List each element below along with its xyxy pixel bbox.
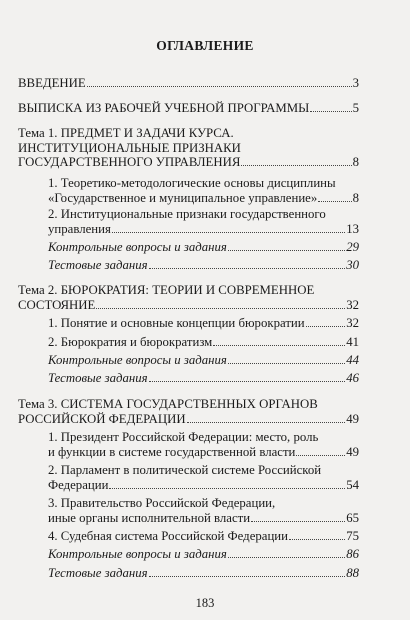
toc-entry-3-3[interactable] (48, 496, 359, 525)
toc-entry-text (48, 316, 359, 331)
toc-line: Тестовые задания (48, 371, 148, 385)
toc-entry-text (48, 430, 359, 459)
toc-line: Контрольные вопросы и задания (48, 547, 227, 561)
toc-entry-text (48, 335, 359, 350)
toc-entry-text (48, 463, 359, 492)
dot-leader (228, 249, 345, 251)
toc-entry-text (48, 176, 359, 205)
toc-page-number: 65 (346, 510, 359, 525)
toc-entry-program-extract[interactable] (18, 101, 359, 116)
dot-leader (318, 200, 351, 202)
toc-entry-text (18, 76, 359, 91)
toc-line: Контрольные вопросы и задания (48, 353, 227, 367)
dot-leader (251, 520, 345, 522)
page-number: 183 (195, 596, 215, 610)
toc-last-line (48, 258, 359, 273)
toc-page-number: 44 (346, 353, 359, 367)
toc-line: Федерации (48, 477, 109, 492)
toc-last-line (18, 76, 359, 91)
toc-line: Контрольные вопросы и задания (48, 240, 227, 254)
dot-leader (149, 380, 346, 382)
toc-line: 1. Понятие и основные концепции бюрократии (48, 316, 305, 330)
toc-page-number: 32 (346, 316, 359, 330)
toc-entry-3-tests[interactable] (48, 566, 359, 581)
dot-leader (109, 487, 345, 489)
toc-line: Тема 3. СИСТЕМА ГОСУДАРСТВЕННЫХ ОРГАНОВ (18, 397, 318, 411)
dot-leader (187, 421, 346, 423)
toc-last-line (48, 191, 359, 206)
toc-entry-1-2[interactable] (48, 207, 359, 236)
toc-line: Тестовые задания (48, 258, 148, 272)
toc-line: ГОСУДАРСТВЕННОГО УПРАВЛЕНИЯ (18, 155, 241, 169)
toc-entry-text (48, 529, 359, 544)
toc-entry-text (48, 207, 359, 236)
dot-leader (289, 538, 345, 540)
dot-leader (228, 556, 345, 558)
toc-last-line (48, 353, 359, 368)
toc-line: иные органы исполнительной власти (48, 510, 251, 525)
dot-leader (149, 575, 346, 577)
dot-leader (310, 110, 351, 112)
toc-page-number: 49 (346, 411, 359, 426)
dot-leader (296, 454, 345, 456)
toc-entry-text (18, 283, 359, 312)
page-title: ОГЛАВЛЕНИЕ (156, 38, 254, 53)
toc-entry-topic-1[interactable] (18, 126, 359, 170)
toc-last-line (48, 478, 359, 493)
toc-entry-3-1[interactable] (48, 430, 359, 459)
toc-line: СОСТОЯНИЕ (18, 297, 96, 312)
toc-last-line (18, 101, 359, 116)
toc-entry-1-1[interactable] (48, 176, 359, 205)
toc-last-line (48, 547, 359, 562)
dot-leader (112, 231, 345, 233)
toc-page-number: 13 (346, 221, 359, 236)
toc-page-number: 49 (346, 444, 359, 459)
toc-entry-introduction[interactable] (18, 76, 359, 91)
toc-page-number: 88 (346, 566, 359, 580)
toc-entry-2-2[interactable] (48, 335, 359, 350)
dot-leader (241, 164, 351, 166)
toc-entry-text (48, 371, 359, 386)
toc-entry-text (48, 258, 359, 273)
toc-page-number: 86 (346, 547, 359, 561)
dot-leader (228, 362, 345, 364)
toc-entry-3-questions[interactable] (48, 547, 359, 562)
toc-page-number: 8 (352, 190, 359, 205)
toc-entry-topic-3[interactable] (18, 397, 359, 426)
toc-page-number: 30 (346, 258, 359, 272)
toc-last-line (18, 412, 359, 427)
dot-leader (96, 307, 345, 309)
toc-line: ВЫПИСКА ИЗ РАБОЧЕЙ УЧЕБНОЙ ПРОГРАММЫ (18, 101, 310, 115)
toc-entry-text (48, 353, 359, 368)
toc-entry-text (48, 566, 359, 581)
toc-entry-2-1[interactable] (48, 316, 359, 331)
toc-last-line (48, 529, 359, 544)
toc-line: 2. Парламент в политической системе Российской (48, 463, 322, 477)
toc-line: управления (48, 221, 111, 236)
toc-entry-topic-2[interactable] (18, 283, 359, 312)
toc-page-number: 75 (346, 529, 359, 543)
dot-leader (306, 325, 346, 327)
toc-last-line (48, 316, 359, 331)
toc-last-line (48, 566, 359, 581)
toc-page-number: 32 (346, 297, 359, 312)
toc-line: 1. Теоретико-методологические основы дисциплины (48, 176, 336, 190)
toc-page-number: 41 (346, 335, 359, 349)
toc-last-line (48, 511, 359, 526)
toc-entry-text (18, 101, 359, 116)
toc-entry-2-questions[interactable] (48, 353, 359, 368)
toc-line: 2. Институциональные признаки государственного (48, 207, 326, 221)
toc-line: РОССИЙСКОЙ ФЕДЕРАЦИИ (18, 411, 186, 426)
dot-leader (213, 344, 345, 346)
toc-line: ВВЕДЕНИЕ (18, 76, 86, 90)
toc-line: 4. Судебная система Российской Федерации (48, 529, 288, 543)
toc-page-number: 8 (352, 155, 359, 169)
toc-entry-text (48, 496, 359, 525)
toc-last-line (48, 335, 359, 350)
dot-leader (149, 267, 346, 269)
toc-entry-2-tests[interactable] (48, 371, 359, 386)
toc-line: 2. Бюрократия и бюрократизм (48, 335, 213, 349)
toc-entry-1-questions[interactable] (48, 240, 359, 255)
toc-entry-text (18, 397, 359, 426)
toc-line: 1. Президент Российской Федерации: место, роль (48, 430, 319, 444)
toc-page-number: 54 (346, 477, 359, 492)
toc-entry-3-2[interactable] (48, 463, 359, 492)
toc-line: ИНСТИТУЦИОНАЛЬНЫЕ ПРИЗНАКИ (18, 140, 241, 155)
dot-leader (87, 85, 352, 87)
toc-line: Тема 1. ПРЕДМЕТ И ЗАДАЧИ КУРСА. (18, 126, 234, 140)
toc-last-line (18, 155, 359, 170)
toc-last-line (48, 222, 359, 237)
toc-last-line (18, 298, 359, 313)
toc-page-number: 5 (352, 101, 359, 115)
toc-line: «Государственное и муниципальное управление» (48, 190, 318, 205)
toc-last-line (48, 240, 359, 255)
toc-line: Тема 2. БЮРОКРАТИЯ: ТЕОРИИ И СОВРЕМЕННОЕ (18, 283, 315, 297)
toc-page-number: 29 (346, 240, 359, 254)
toc-entry-3-4[interactable] (48, 529, 359, 544)
toc-entry-text (48, 240, 359, 255)
toc-page-number: 46 (346, 371, 359, 385)
toc-entry-1-tests[interactable] (48, 258, 359, 273)
toc-line: 3. Правительство Российской Федерации, (48, 496, 276, 510)
toc-line: и функции в системе государственной власти (48, 444, 296, 459)
toc-entry-text (48, 547, 359, 562)
toc-page-number: 3 (352, 76, 359, 90)
toc-last-line (48, 371, 359, 386)
toc-entry-text (18, 126, 359, 170)
toc-line: Тестовые задания (48, 566, 148, 580)
toc-last-line (48, 445, 359, 460)
